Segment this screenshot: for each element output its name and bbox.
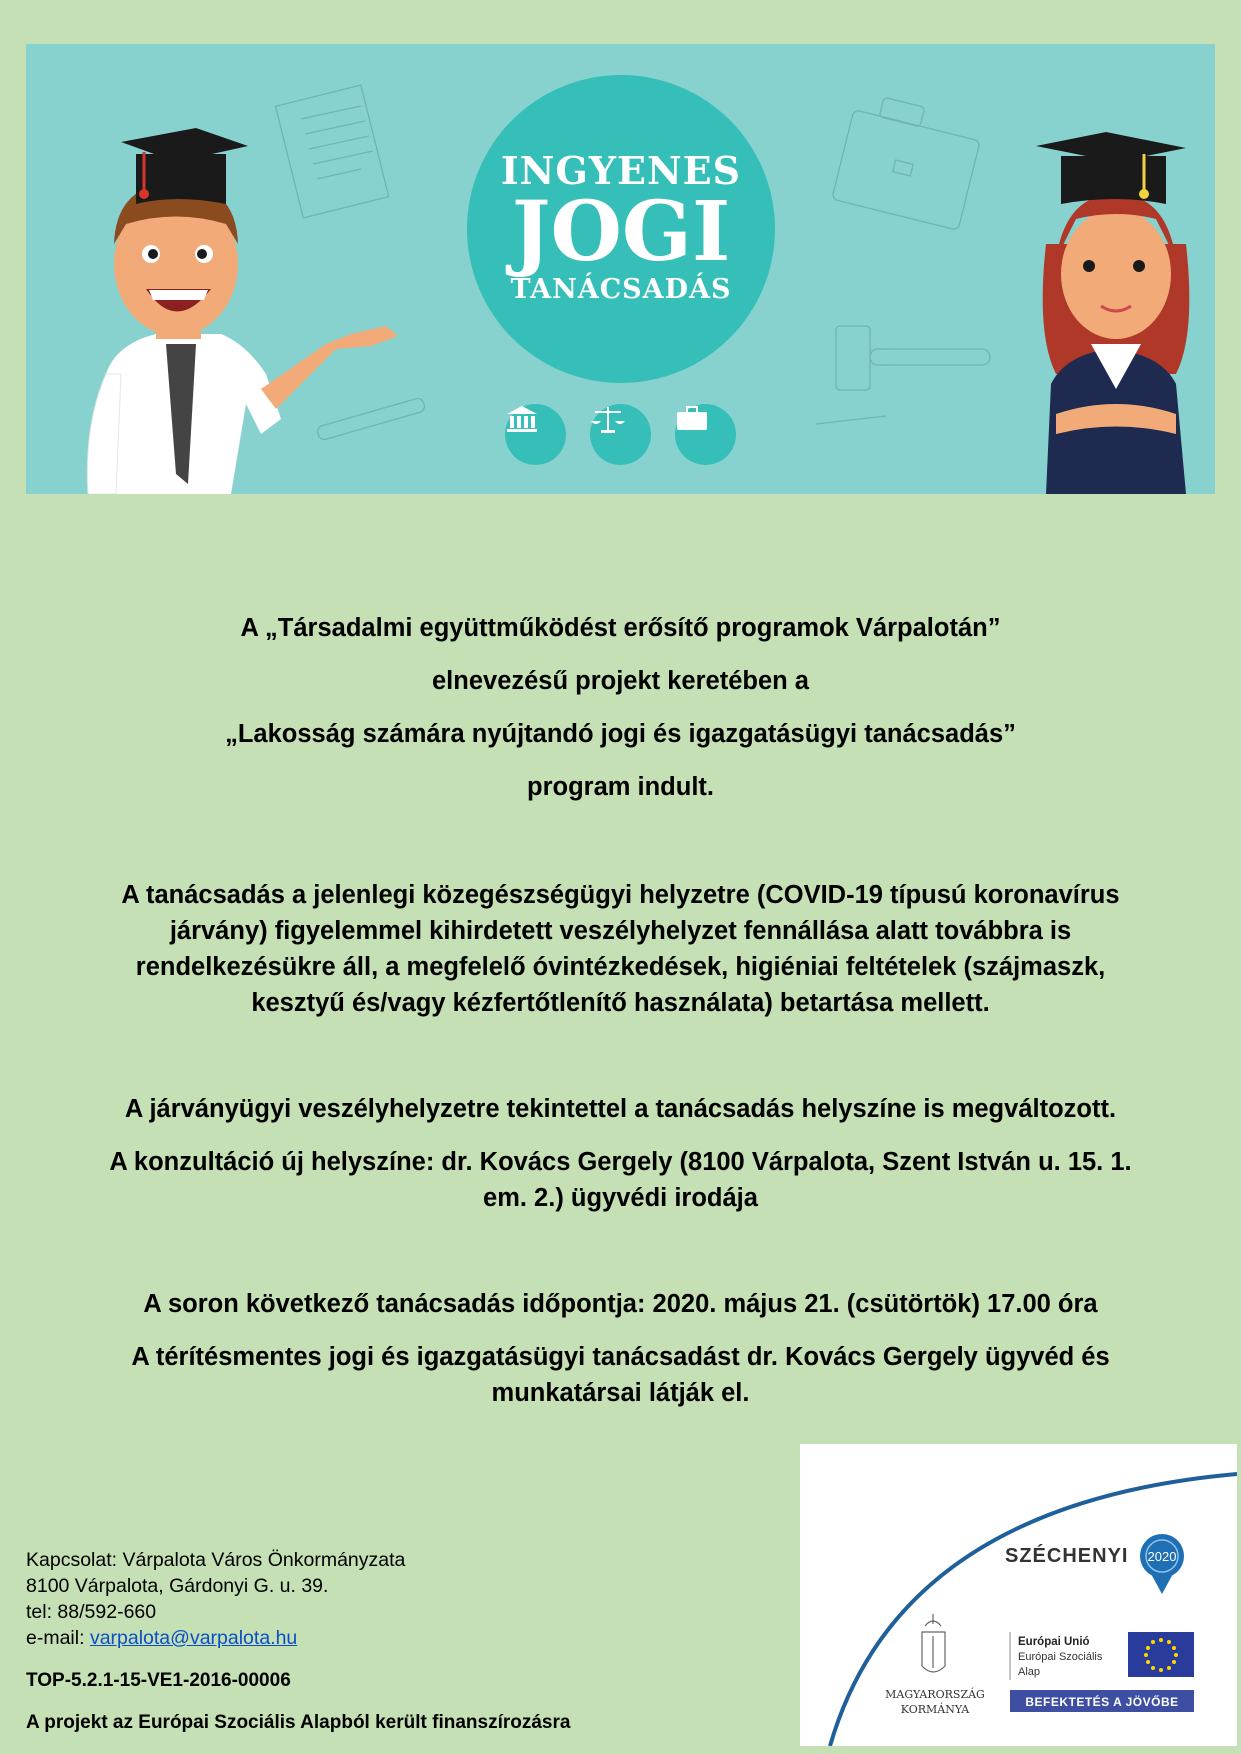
intro-line-4: program indult. xyxy=(527,773,714,801)
gavel-sketch-icon xyxy=(816,326,990,424)
covid-line-3: rendelkezésükre áll, a megfelelő óvintézkedések, higiéniai feltételek (szájmaszk, xyxy=(135,953,1106,981)
government-line-2: KORMÁNYA xyxy=(900,1703,970,1716)
contact-email-row xyxy=(26,1625,405,1651)
header-banner xyxy=(26,44,1215,494)
banner-title-line2: JOGI xyxy=(511,184,731,280)
email-label: e-mail: xyxy=(26,1627,90,1649)
funding-logos xyxy=(800,1444,1237,1746)
szechenyi-pin-icon xyxy=(1140,1534,1184,1594)
document-sketch-icon xyxy=(276,85,389,218)
funding-note: A projekt az Európai Szociális Alapból került finanszírozásra xyxy=(26,1712,571,1733)
project-code: TOP-5.2.1-15-VE1-2016-00006 xyxy=(26,1670,291,1691)
location-section xyxy=(20,1091,1221,1216)
covid-line-2: járvány) figyelemmel kihirdetett veszélyhelyzet fennállása alatt továbbra is xyxy=(169,917,1072,945)
female-graduate-illustration xyxy=(1036,132,1189,494)
location-changed: A járványügyi veszélyhelyzetre tekintettel a tanácsadás helyszíne is megváltozott. xyxy=(124,1095,1117,1123)
provider-line-1: A térítésmentes jogi és igazgatásügyi tanácsadást dr. Kovács Gergely ügyvéd és xyxy=(131,1343,1110,1371)
location-new-line-1: A konzultáció új helyszíne: dr. Kovács Gergely (8100 Várpalota, Szent István u. 15. 1. xyxy=(109,1148,1132,1176)
location-new-line-2: em. 2.) ügyvédi irodája xyxy=(483,1184,758,1212)
contact-block xyxy=(26,1547,405,1651)
logo-artwork xyxy=(800,1444,1237,1746)
provider-line-2: munkatársai látják el. xyxy=(491,1379,750,1407)
schedule-section xyxy=(20,1286,1221,1411)
intro-line-3: „Lakosság számára nyújtandó jogi és igazgatásügyi tanácsadás” xyxy=(225,720,1016,748)
slogan: BEFEKTETÉS A JÖVŐBE xyxy=(1025,1695,1179,1709)
eu-fund-line-1: Európai Szociális xyxy=(1018,1651,1103,1663)
banner-title-line3: TANÁCSADÁS xyxy=(510,274,732,305)
government-line-1: MAGYARORSZÁG xyxy=(885,1688,985,1701)
contact-address: 8100 Várpalota, Gárdonyi G. u. 39. xyxy=(26,1575,329,1597)
briefcase-icon xyxy=(675,404,736,465)
next-session: A soron következő tanácsadás időpontja: 2020. május 21. (csütörtök) 17.00 óra xyxy=(143,1290,1098,1318)
intro-line-1: A „Társadalmi együttműködést erősítő programok Várpalotán” xyxy=(240,614,1001,642)
intro-line-2: elnevezésű projekt keretében a xyxy=(431,667,809,695)
briefcase-sketch-icon xyxy=(832,97,980,230)
eu-flag-icon xyxy=(1128,1632,1194,1677)
pen-sketch-icon xyxy=(316,397,426,441)
covid-line-4: kesztyű és/vagy kézfertőtlenítő használata) betartása mellett. xyxy=(251,989,990,1017)
szechenyi-year: 2020 xyxy=(1147,1549,1177,1564)
covid-line-1: A tanácsadás a jelenlegi közegészségügyi helyzetre (COVID-19 típusú koronavírus xyxy=(121,881,1120,909)
contact-phone: tel: 88/592-660 xyxy=(26,1601,157,1623)
covid-notice xyxy=(20,877,1221,1021)
eu-title: Európai Unió xyxy=(1018,1636,1090,1648)
banner-title-line1: INGYENES xyxy=(500,148,742,193)
email-link[interactable]: varpalota@varpalota.hu xyxy=(89,1627,298,1649)
courthouse-icon xyxy=(505,404,566,465)
contact-line-1: Kapcsolat: Várpalota Város Önkormányzata xyxy=(26,1549,406,1571)
intro-section xyxy=(20,610,1221,822)
scales-icon xyxy=(590,404,651,465)
szechenyi-wordmark: SZÉCHENYI xyxy=(1005,1545,1129,1567)
hungarian-coat-of-arms-icon xyxy=(922,1614,945,1672)
male-graduate-illustration xyxy=(87,128,398,494)
banner-title-circle xyxy=(467,75,775,383)
eu-fund-line-2: Alap xyxy=(1018,1666,1041,1678)
